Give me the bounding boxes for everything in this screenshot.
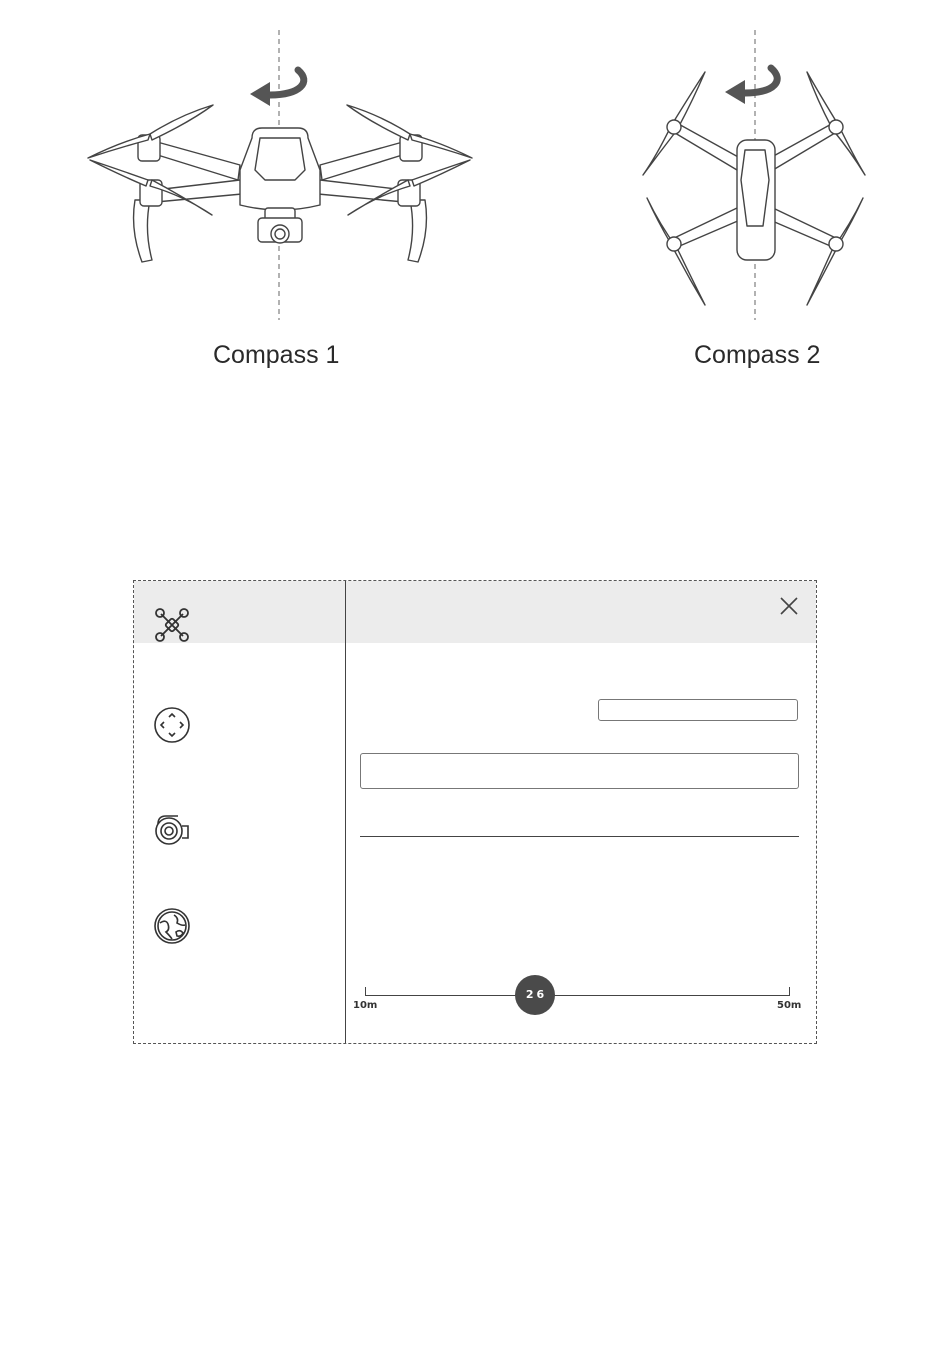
joystick-icon[interactable]	[152, 705, 192, 745]
slider-tick-min	[365, 987, 366, 996]
sidebar-divider	[345, 581, 346, 1043]
compass1-drone-illustration	[80, 30, 480, 330]
rotation-arrow-icon	[725, 68, 777, 104]
distance-slider[interactable]	[353, 973, 802, 1023]
small-input-field[interactable]	[598, 699, 798, 721]
large-input-field[interactable]	[360, 753, 799, 789]
compass2-label: Compass 2	[694, 341, 821, 369]
globe-icon[interactable]	[152, 906, 192, 946]
rotation-arrow-icon	[250, 70, 304, 106]
camera-icon[interactable]	[152, 810, 192, 850]
compass1-label: Compass 1	[213, 341, 340, 369]
slider-max-label: 50m	[777, 1000, 802, 1011]
panel-header	[134, 581, 816, 643]
settings-panel	[133, 580, 817, 1044]
drone-icon[interactable]	[152, 605, 192, 645]
divider-line	[360, 836, 799, 837]
slider-tick-max	[789, 987, 790, 996]
close-icon[interactable]	[778, 595, 800, 617]
slider-min-label: 10m	[353, 1000, 378, 1011]
compass2-drone-illustration	[635, 30, 875, 330]
slider-track[interactable]	[365, 995, 790, 996]
slider-knob[interactable]: 26	[515, 975, 555, 1015]
